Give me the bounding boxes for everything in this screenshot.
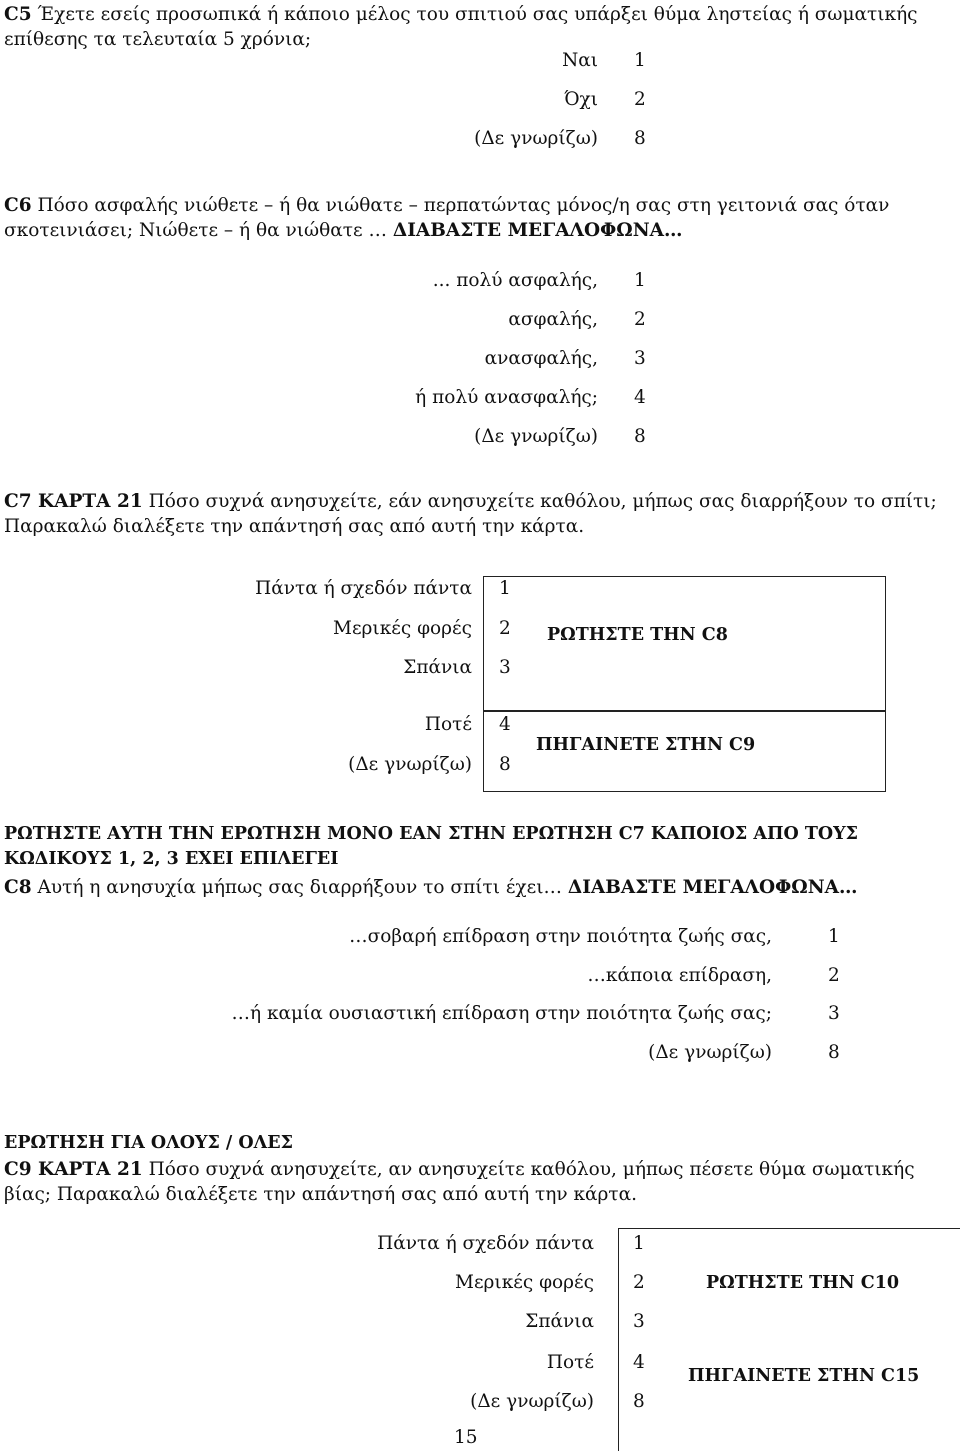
c7-option-label: Πάντα ή σχεδόν πάντα [255,578,472,599]
c9-option-code: 2 [633,1272,645,1293]
c6-option-code: 3 [634,348,646,369]
c6-code: C6 [4,195,32,216]
c6-option-label: ασφαλής, [508,309,598,330]
c6-option-code: 8 [634,426,646,447]
page-number: 15 [454,1427,478,1448]
c6-question [4,193,956,243]
c8-filter: ΡΩΤΗΣΤΕ ΑΥΤΗ ΤΗΝ ΕΡΩΤΗΣΗ ΜΟΝΟ ΕΑΝ ΣΤΗΝ ΕΡΩΤΗΣΗ C7 ΚΑΠΟΙΟΣ ΑΠΟ ΤΟΥΣ ΚΩΔΙΚΟΥΣ 1, 2, 3 ΕΧΕΙ ΕΠΙΛΕΓΕΙ [4,824,858,869]
c8-option-label: (Δε γνωρίζω) [648,1042,772,1063]
c8-question [4,875,956,900]
c7-option-label: (Δε γνωρίζω) [348,754,472,775]
c6-option-label: ανασφαλής, [484,348,598,369]
c9-question [4,1157,956,1207]
c9-route-box [618,1228,960,1451]
c9-option-label: Πάντα ή σχεδόν πάντα [377,1233,594,1254]
c5-option-label: Όχι [564,89,598,110]
c8-option-code: 1 [828,926,840,947]
c6-option-code: 2 [634,309,646,330]
c5-option-label: Ναι [562,50,598,71]
c9-option-label: Σπάνια [525,1311,594,1332]
c6-option-label: (Δε γνωρίζω) [474,426,598,447]
c8-code: C8 [4,877,32,898]
c7-question [4,489,956,539]
c9-option-code: 8 [633,1391,645,1412]
c7-option-label: Σπάνια [403,657,472,678]
c9-question-text: Πόσο συχνά ανησυχείτε, αν ανησυχείτε καθόλου, μήπως πέσετε θύμα σωματικής βίας; Παρακαλώ διαλέξετε την απάντησή σας από αυτή την κάρτα. [4,1159,915,1205]
c5-option-code: 8 [634,128,646,149]
c7-option-code: 3 [499,657,511,678]
c6-option-code: 1 [634,270,646,291]
c9-option-code: 3 [633,1311,645,1332]
c7-route-a: ΡΩΤΗΣΤΕ ΤΗΝ C8 [547,625,728,645]
c9-option-label: Μερικές φορές [455,1272,594,1293]
c8-option-label: …ή καμία ουσιαστική επίδραση στην ποιότητα ζωής σας; [231,1003,772,1024]
c5-code: C5 [4,4,32,25]
c6-option-label: ή πολύ ανασφαλής; [415,387,598,408]
c8-option-code: 3 [828,1003,840,1024]
c8-instruction: ΔΙΑΒΑΣΤΕ ΜΕΓΑΛΟΦΩΝΑ… [567,877,858,898]
c5-option-label: (Δε γνωρίζω) [474,128,598,149]
c6-instruction: ΔΙΑΒΑΣΤΕ ΜΕΓΑΛΟΦΩΝΑ… [392,220,683,241]
c7-question-text: Πόσο συχνά ανησυχείτε, εάν ανησυχείτε καθόλου, μήπως σας διαρρήξουν το σπίτι; Παρακαλώ διαλέξετε την απάντησή σας από αυτή την κάρτα. [4,491,937,537]
c8-option-label: …σοβαρή επίδραση στην ποιότητα ζωής σας, [349,926,772,947]
c8-option-label: …κάποια επίδραση, [587,965,772,986]
c9-route-b: ΠΗΓΑΙΝΕΤΕ ΣΤΗΝ C15 [688,1366,920,1386]
c9-option-code: 4 [633,1352,645,1373]
c9-option-label: Ποτέ [546,1352,594,1373]
c7-option-code: 4 [499,714,511,735]
c9-option-label: (Δε γνωρίζω) [470,1391,594,1412]
c7-code: C7 ΚΑΡΤΑ 21 [4,491,143,512]
c9-route-a: ΡΩΤΗΣΤΕ ΤΗΝ C10 [706,1273,900,1293]
c8-option-code: 8 [828,1042,840,1063]
c9-code: C9 ΚΑΡΤΑ 21 [4,1159,143,1180]
c8-question-text: Αυτή η ανησυχία μήπως σας διαρρήξουν το σπίτι έχει… [37,877,562,898]
c5-question [4,2,956,52]
c7-option-code: 2 [499,618,511,639]
c7-option-code: 8 [499,754,511,775]
c5-option-code: 2 [634,89,646,110]
c6-option-code: 4 [634,387,646,408]
c6-option-label: ... πολύ ασφαλής, [432,270,598,291]
c7-option-label: Μερικές φορές [333,618,472,639]
c6-question-text: Πόσο ασφαλής νιώθετε – ή θα νιώθατε – περπατώντας μόνος/η σας στη γειτονιά σας όταν σκοτεινιάσει; Νιώθετε – ή θα νιώθατε … [4,195,890,241]
c9-filter: ΕΡΩΤΗΣΗ ΓΙΑ ΟΛΟΥΣ / ΟΛΕΣ [4,1133,293,1153]
c9-option-code: 1 [633,1233,645,1254]
c5-question-text: Έχετε εσείς προσωπικά ή κάποιο μέλος του σπιτιού σας υπάρξει θύμα ληστείας ή σωματικής επίθεσης τα τελευταία 5 χρόνια; [4,4,918,50]
c8-option-code: 2 [828,965,840,986]
c5-option-code: 1 [634,50,646,71]
c7-route-b: ΠΗΓΑΙΝΕΤΕ ΣΤΗΝ C9 [536,735,756,755]
c7-option-label: Ποτέ [424,714,472,735]
c7-option-code: 1 [499,578,511,599]
